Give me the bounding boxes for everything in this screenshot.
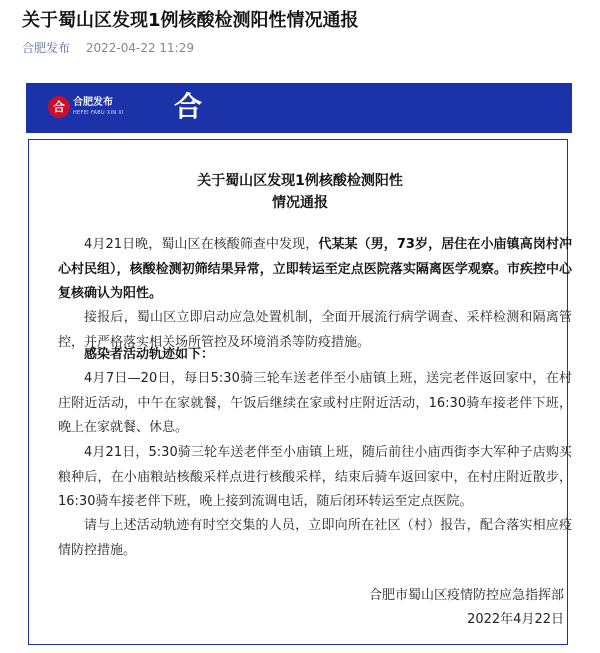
logo-subtitle: HEFEI FABU XIN XI — [73, 110, 124, 116]
section-heading — [58, 343, 572, 368]
article-title: 关于蜀山区发现1例核酸检测阳性情况通报 — [22, 10, 359, 31]
signature: 合肥市蜀山区疫情防控应急指挥部 — [368, 588, 564, 603]
case-report-lead: 4月21日晚，蜀山区在核酸筛查中发现， — [84, 237, 319, 252]
article-meta — [22, 40, 194, 56]
logo-badge-icon: 合 — [48, 96, 70, 118]
case-report-bold: 代某某（男，73岁，居住在小庙镇高岗村冲心村民组），核酸检测初筛结果异常，立即转运至定点医院落实隔离医学观察。市疾控中心复核确认为阳性。 — [58, 237, 572, 301]
section-heading-text: 感染者活动轨迹如下： — [84, 347, 215, 362]
paragraph-appeal: 请与上述活动轨迹有时空交集的人员，立即向所在社区（村）报告，配合落实相应疫情防控措施。 — [58, 518, 572, 558]
hefei-fabu-logo — [48, 92, 124, 124]
notice-title-line2: 情况通报 — [272, 195, 328, 211]
article-source-link[interactable]: 合肥发布 — [22, 41, 71, 55]
paragraph-track-apr7-20: 4月7日—20日，每日5:30骑三轮车送老伴至小庙镇上班，送完老伴返回家中，在村庄附近活动，中午在家就餐，午饭后继续在家或村庄附近活动，16:30骑车接老伴下班，晚上在家就餐、休息。 — [58, 371, 572, 435]
paragraph-case-report — [58, 233, 572, 307]
article-date: 2022-04-22 11:29 — [85, 41, 194, 55]
sign-date: 2022年4月22日 — [467, 612, 564, 627]
notice-title — [0, 170, 600, 214]
paragraph-track-apr21: 4月21日，5:30骑三轮车送老伴至小庙镇上班，随后前往小庙西街李大军种子店购买粮种后，在小庙粮站核酸采样点进行核酸采样，结束后骑车返回家中，在村庄附近散步，16:30骑车接老伴下班，晚上接到流调电话，随后闭环转运至定点医院。 — [58, 445, 572, 509]
logo-name: 合肥发布 — [73, 97, 113, 108]
notice-title-line1: 关于蜀山区发现1例核酸检测阳性 — [197, 173, 403, 189]
banner-headline-char: 合 — [174, 90, 203, 123]
paragraph-response: 接报后，蜀山区立即启动应急处置机制，全面开展流行病学调查、采样检测和隔离管控，并严格落实相关场所管控及环境消杀等防疫措施。 — [58, 310, 572, 350]
header-banner — [26, 83, 572, 133]
